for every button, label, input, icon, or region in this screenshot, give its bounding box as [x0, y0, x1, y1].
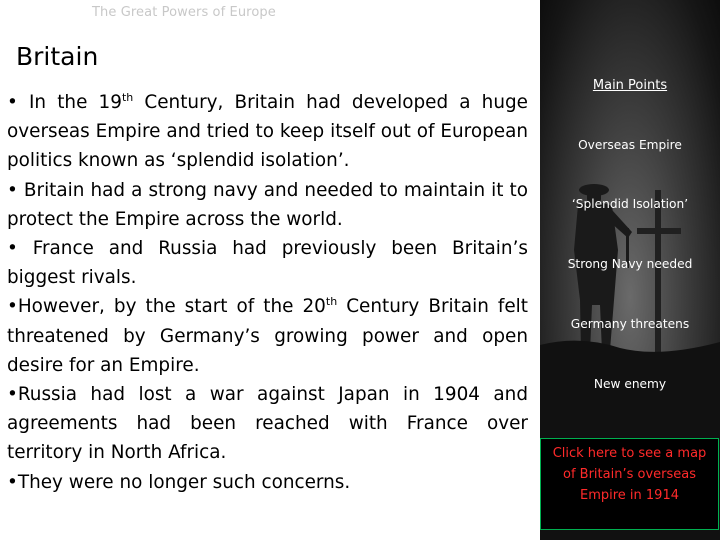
- empire-map-link[interactable]: [540, 438, 719, 530]
- bullet-item: •They were no longer such concerns.: [7, 471, 351, 493]
- point-splendid-isolation: ‘Splendid Isolation’: [571, 197, 689, 211]
- main-points-heading: Main Points: [592, 78, 668, 93]
- point-new-enemy: New enemy: [593, 377, 667, 391]
- point-germany-threatens: Germany threatens: [570, 317, 690, 331]
- map-link-line: Click here to see a map: [552, 446, 707, 461]
- bullet-item: •However, by the start of the 20th Century Britain felt threatened by Germany’s growing power and open desire for an Empire.: [7, 295, 528, 376]
- bullet-item: • France and Russia had previously been Britain’s biggest rivals.: [7, 238, 528, 289]
- bullet-item: • In the 19th Century, Britain had developed a huge overseas Empire and tried to keep itself out of European politics known as ‘splendid isolation’.: [7, 90, 528, 172]
- map-link-line: of Britain’s overseas: [563, 467, 696, 482]
- point-strong-navy: Strong Navy needed: [567, 257, 693, 271]
- main-points-panel: [540, 0, 720, 540]
- bullet-list: [7, 88, 528, 497]
- map-link-line: Empire in 1914: [580, 488, 679, 503]
- bullet-item: •Russia had lost a war against Japan in 1904 and agreements had been reached with France over territory in North Africa.: [7, 384, 528, 464]
- point-overseas-empire: Overseas Empire: [578, 138, 682, 152]
- bullet-item: • Britain had a strong navy and needed to maintain it to protect the Empire across the world.: [7, 179, 528, 230]
- deck-title: The Great Powers of Europe: [92, 5, 276, 20]
- slide-heading: Britain: [16, 42, 99, 71]
